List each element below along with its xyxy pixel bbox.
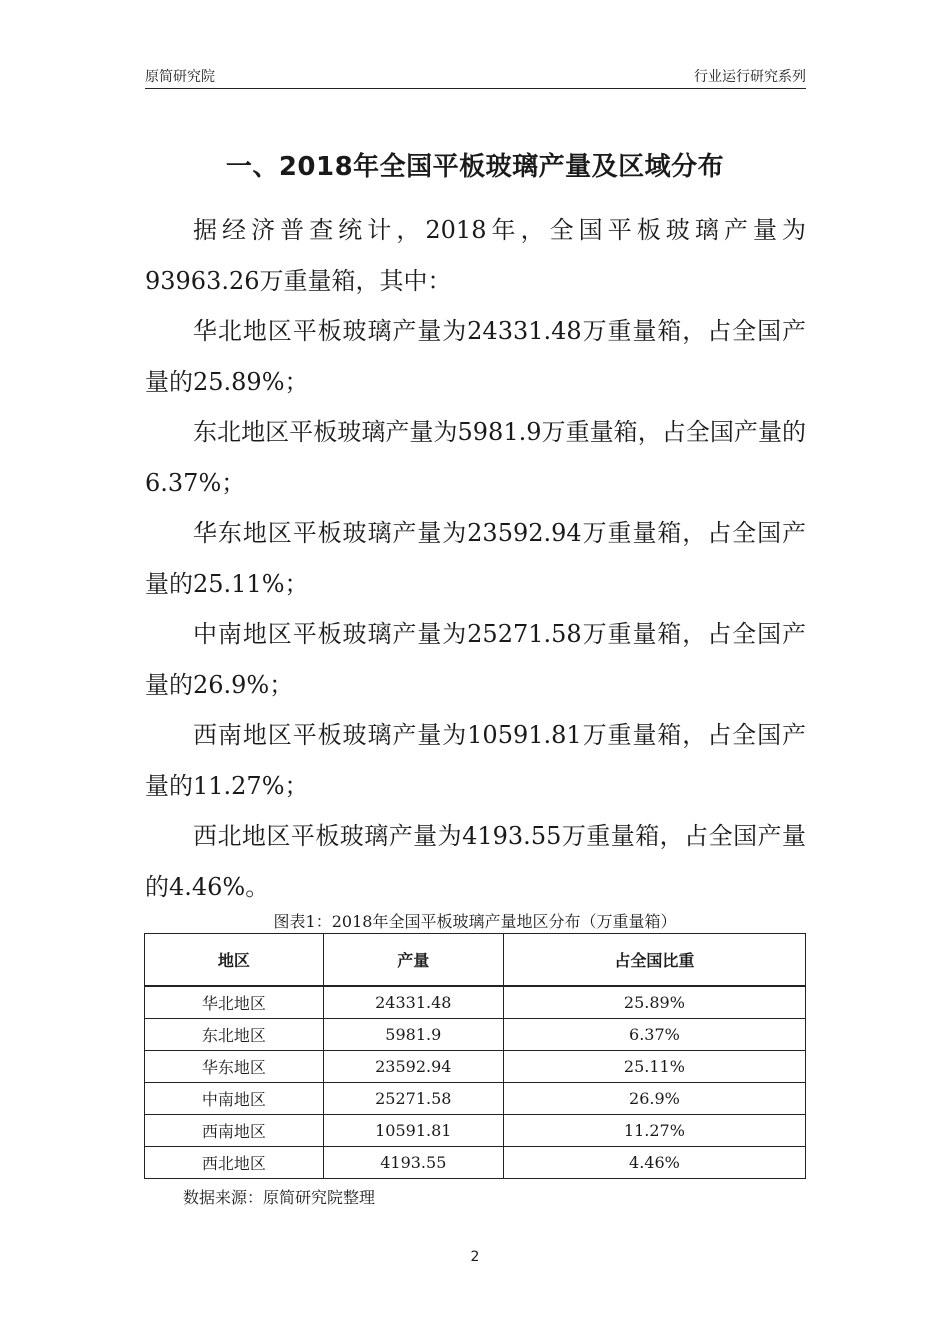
- table-row: [145, 1147, 806, 1179]
- cell-share: 6.37%: [503, 1019, 805, 1051]
- header-series-name: 行业运行研究系列: [694, 69, 806, 85]
- table-row: [145, 1083, 806, 1115]
- header-divider: [145, 88, 806, 89]
- page-number: 2: [470, 1249, 480, 1265]
- section-title: 一、2018年全国平板玻璃产量及区域分布: [225, 152, 725, 182]
- cell-output: 23592.94: [323, 1051, 503, 1083]
- cell-region: 西北地区: [145, 1147, 324, 1179]
- paragraph-intro: 据经济普查统计，2018年，全国平板玻璃产量为93963.26万重量箱，其中：: [145, 216, 806, 295]
- paragraph-northeast: 东北地区平板玻璃产量为5981.9万重量箱，占全国产量的6.37%；: [145, 418, 806, 497]
- header-share: 占全国比重: [503, 934, 805, 987]
- cell-share: 11.27%: [503, 1115, 805, 1147]
- region-output-table: [144, 933, 806, 1179]
- cell-output: 10591.81: [323, 1115, 503, 1147]
- paragraph-east-china: 华东地区平板玻璃产量为23592.94万重量箱，占全国产量的25.11%；: [145, 519, 806, 598]
- cell-region: 东北地区: [145, 1019, 324, 1051]
- header-region: 地区: [145, 934, 324, 987]
- data-source-note: 数据来源：原简研究院整理: [183, 1188, 376, 1207]
- paragraph-central-south: 中南地区平板玻璃产量为25271.58万重量箱，占全国产量的26.9%；: [145, 620, 806, 699]
- cell-share: 26.9%: [503, 1083, 805, 1115]
- header-org-name: 原简研究院: [145, 69, 215, 85]
- paragraph-southwest: 西南地区平板玻璃产量为10591.81万重量箱，占全国产量的11.27%；: [145, 721, 806, 800]
- cell-region: 中南地区: [145, 1083, 324, 1115]
- cell-output: 24331.48: [323, 986, 503, 1019]
- paragraph-northwest: 西北地区平板玻璃产量为4193.55万重量箱，占全国产量的4.46%。: [145, 822, 806, 901]
- cell-output: 25271.58: [323, 1083, 503, 1115]
- paragraph-north-china: 华北地区平板玻璃产量为24331.48万重量箱，占全国产量的25.89%；: [145, 317, 806, 396]
- cell-region: 华东地区: [145, 1051, 324, 1083]
- cell-share: 4.46%: [503, 1147, 805, 1179]
- header-output: 产量: [323, 934, 503, 987]
- table-caption: 图表1：2018年全国平板玻璃产量地区分布（万重量箱）: [273, 912, 677, 931]
- cell-region: 西南地区: [145, 1115, 324, 1147]
- cell-output: 5981.9: [323, 1019, 503, 1051]
- table-row: [145, 1051, 806, 1083]
- table-header-row: [145, 934, 806, 987]
- cell-share: 25.11%: [503, 1051, 805, 1083]
- cell-region: 华北地区: [145, 986, 324, 1019]
- cell-output: 4193.55: [323, 1147, 503, 1179]
- table-row: [145, 1019, 806, 1051]
- table-row: [145, 986, 806, 1019]
- cell-share: 25.89%: [503, 986, 805, 1019]
- body-text: [145, 205, 806, 912]
- table-row: [145, 1115, 806, 1147]
